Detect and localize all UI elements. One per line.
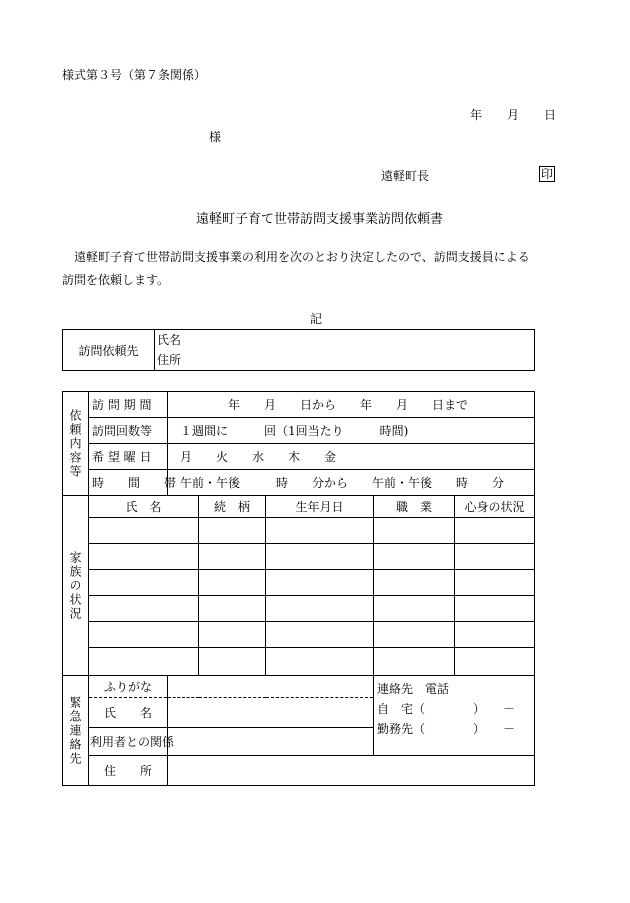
date-day-label: 日 bbox=[544, 108, 557, 122]
family-cell[interactable] bbox=[266, 622, 374, 648]
family-cell[interactable] bbox=[455, 518, 535, 544]
body-text: 遠軽町子育て世帯訪問支援事業の利用を次のとおり決定したので、訪問支援員による訪問を依頼します。 bbox=[62, 250, 530, 287]
family-cell[interactable] bbox=[199, 570, 266, 596]
period-value: 年 月 日から 年 月 日まで bbox=[168, 392, 535, 418]
time-label: 時 間 帯 bbox=[89, 470, 168, 496]
time-value: 午前・午後 時 分から 午前・午後 時 分 bbox=[168, 470, 535, 496]
days-value: 月 火 水 木 金 bbox=[168, 444, 535, 470]
family-cell[interactable] bbox=[455, 570, 535, 596]
count-label: 訪問回数等 bbox=[89, 418, 168, 444]
table-row bbox=[63, 518, 535, 544]
family-cell[interactable] bbox=[199, 648, 266, 676]
emergency-address-label: 住 所 bbox=[89, 756, 168, 786]
destination-table bbox=[62, 329, 535, 371]
destination-label: 訪問依頼先 bbox=[63, 330, 155, 371]
contact-block bbox=[374, 676, 535, 756]
family-header-condition: 心身の状況 bbox=[455, 496, 535, 518]
furigana-label: ふりがな bbox=[89, 676, 168, 698]
family-cell[interactable] bbox=[374, 544, 455, 570]
family-cell[interactable] bbox=[266, 570, 374, 596]
table-row bbox=[63, 648, 535, 676]
family-cell[interactable] bbox=[374, 518, 455, 544]
date-year-label: 年 bbox=[470, 108, 483, 122]
family-cell[interactable] bbox=[455, 622, 535, 648]
contact-line-home: 自 宅（ ） － bbox=[377, 702, 516, 716]
table-row bbox=[63, 596, 535, 622]
family-cell[interactable] bbox=[374, 570, 455, 596]
table-row bbox=[63, 570, 535, 596]
table-row bbox=[63, 544, 535, 570]
family-cell[interactable] bbox=[374, 648, 455, 676]
family-cell[interactable] bbox=[89, 518, 199, 544]
form-number: 様式第３号（第７条関係） bbox=[62, 68, 207, 82]
period-label: 訪 問 期 間 bbox=[89, 392, 168, 418]
emergency-section-label: 緊急連絡先 bbox=[63, 676, 89, 786]
family-cell[interactable] bbox=[89, 596, 199, 622]
family-cell[interactable] bbox=[374, 622, 455, 648]
document-title: 遠軽町子育て世帯訪問支援事業訪問依頼書 bbox=[196, 212, 444, 227]
emergency-address-field[interactable] bbox=[168, 756, 535, 786]
family-cell[interactable] bbox=[199, 622, 266, 648]
request-section-label: 依頼内容等 bbox=[63, 392, 89, 496]
contact-line-work: 勤務先（ ） － bbox=[377, 722, 516, 736]
family-cell[interactable] bbox=[266, 648, 374, 676]
family-cell[interactable] bbox=[89, 648, 199, 676]
sender-name: 遠軽町長 bbox=[381, 169, 430, 183]
seal-mark: 印 bbox=[541, 167, 554, 181]
family-header-occupation: 職 業 bbox=[374, 496, 455, 518]
family-header-relation: 続 柄 bbox=[199, 496, 266, 518]
table-row bbox=[63, 622, 535, 648]
ki-label: 記 bbox=[310, 312, 323, 326]
days-label: 希 望 曜 日 bbox=[89, 444, 168, 470]
contact-line-phone: 連絡先 電話 bbox=[377, 682, 450, 696]
family-cell[interactable] bbox=[455, 648, 535, 676]
request-family-table bbox=[62, 391, 535, 786]
family-header-birthdate: 生年月日 bbox=[266, 496, 374, 518]
family-cell[interactable] bbox=[455, 544, 535, 570]
family-cell[interactable] bbox=[89, 570, 199, 596]
family-cell[interactable] bbox=[199, 518, 266, 544]
furigana-field[interactable] bbox=[168, 676, 374, 698]
family-cell[interactable] bbox=[199, 544, 266, 570]
emergency-name-label: 氏 名 bbox=[89, 698, 168, 728]
family-cell[interactable] bbox=[266, 518, 374, 544]
family-cell[interactable] bbox=[89, 622, 199, 648]
date-month-label: 月 bbox=[507, 108, 520, 122]
family-cell[interactable] bbox=[455, 596, 535, 622]
destination-name-label: 氏名 bbox=[157, 333, 182, 347]
family-cell[interactable] bbox=[374, 596, 455, 622]
relation-label: 利用者との関係 bbox=[89, 728, 168, 756]
addressee-suffix: 様 bbox=[209, 130, 222, 144]
destination-fields bbox=[155, 330, 535, 371]
family-cell[interactable] bbox=[89, 544, 199, 570]
relation-field[interactable] bbox=[168, 728, 374, 756]
emergency-name-field[interactable] bbox=[168, 698, 374, 728]
family-section-label: 家族の状況 bbox=[63, 496, 89, 676]
family-cell[interactable] bbox=[199, 596, 266, 622]
family-cell[interactable] bbox=[266, 596, 374, 622]
destination-address-label: 住所 bbox=[157, 353, 182, 367]
family-header-name: 氏 名 bbox=[89, 496, 199, 518]
count-value: １週間に 回（1回当たり 時間) bbox=[168, 418, 535, 444]
family-cell[interactable] bbox=[266, 544, 374, 570]
